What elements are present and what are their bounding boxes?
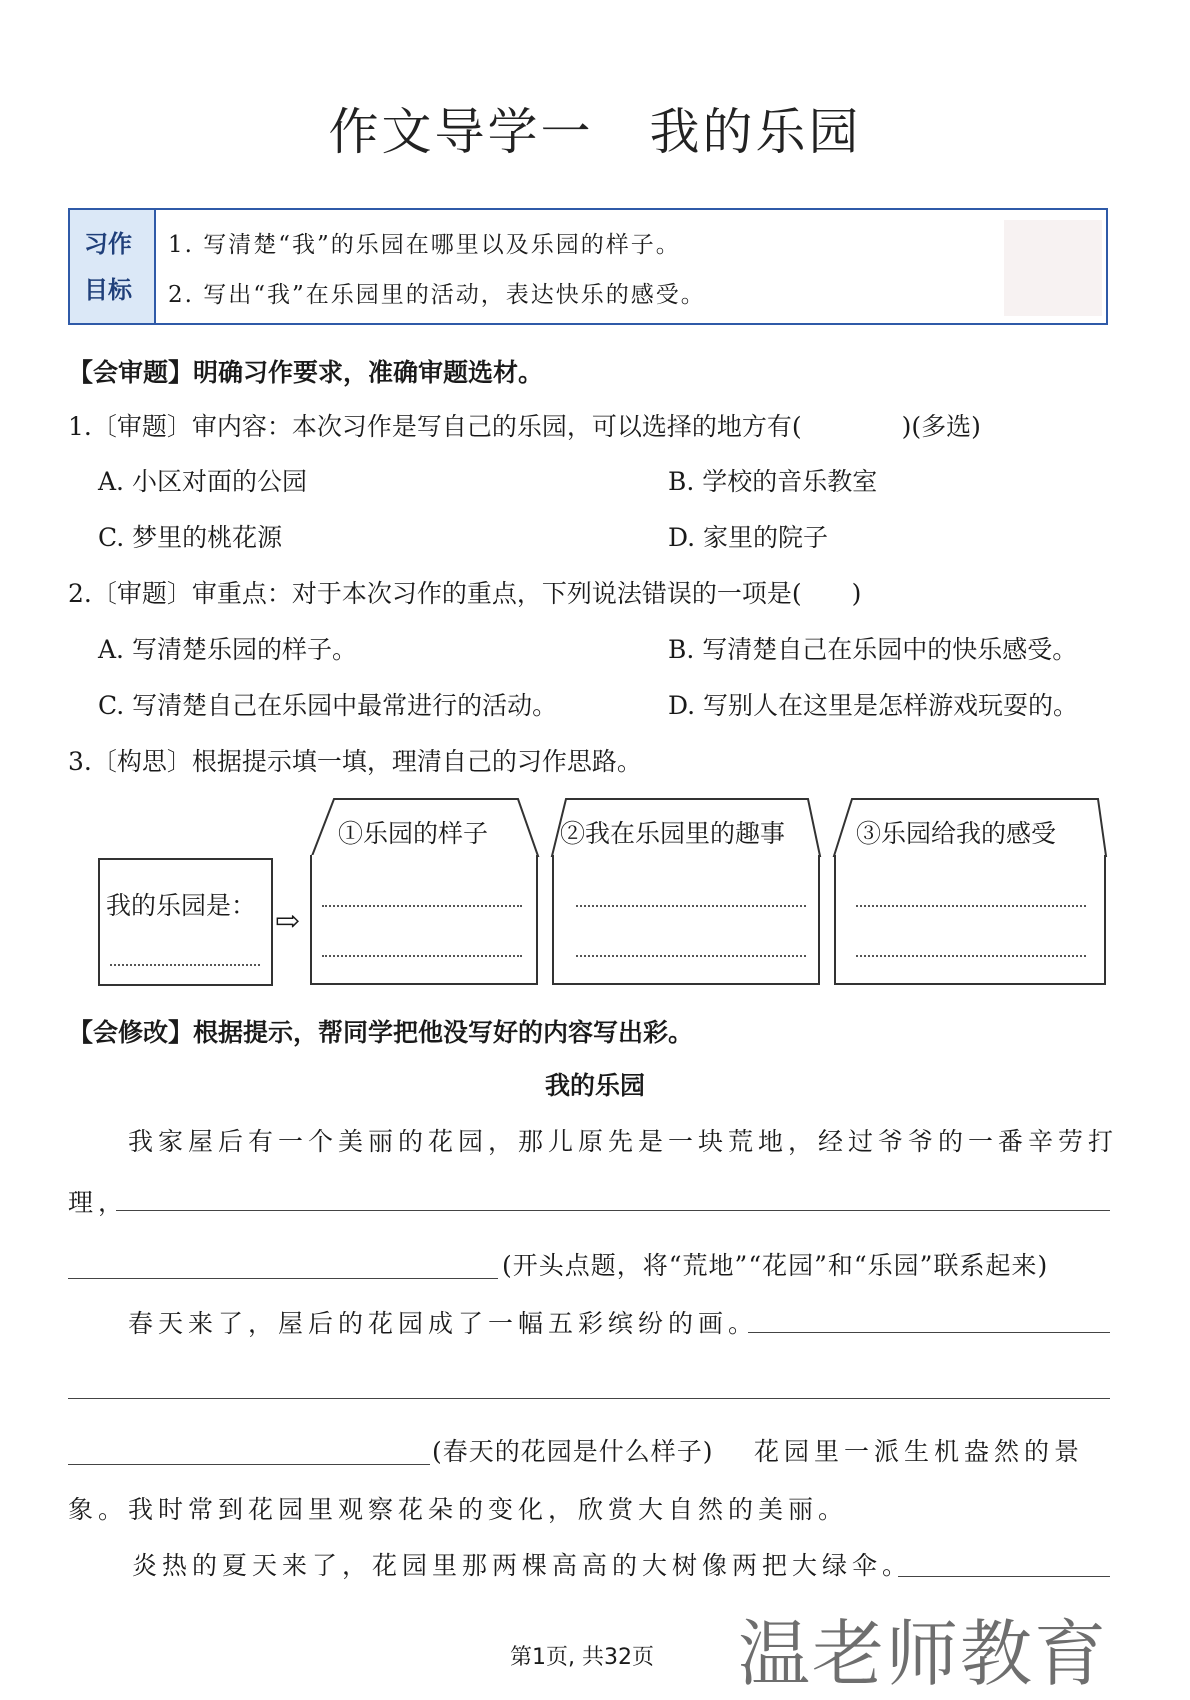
question-3: 3.〔构思〕根据提示填一填，理清自己的习作思路。: [68, 747, 642, 776]
flow-box-3: [834, 855, 1106, 985]
arrow-icon: ⇨: [275, 904, 301, 939]
box2-line-2[interactable]: [576, 955, 806, 957]
q2-option-b: B. 写清楚自己在乐园中的快乐感受。: [668, 635, 1078, 664]
question-2: 2.〔审题〕审重点：对于本次习作的重点，下列说法错误的一项是( ): [68, 579, 862, 608]
box2-header-label: ②我在乐园里的趣事: [560, 819, 786, 848]
goals-label-line2: 目标: [84, 276, 132, 304]
q2-option-c: C. 写清楚自己在乐园中最常进行的活动。: [98, 691, 558, 720]
essay-p1-line1: 我家屋后有一个美丽的花园，那儿原先是一块荒地，经过爷爷的一番辛劳打: [128, 1127, 1119, 1156]
answer-line-2[interactable]: [68, 1278, 498, 1279]
box1-line-1[interactable]: [322, 905, 522, 907]
flow-box-1: [310, 855, 538, 985]
answer-line-5[interactable]: [68, 1464, 430, 1465]
q2-option-d: D. 写别人在这里是怎样游戏玩耍的。: [668, 691, 1079, 720]
goals-label: [70, 210, 156, 323]
answer-line-1[interactable]: [116, 1210, 1110, 1211]
flow-box-2: [552, 855, 820, 985]
goal-item-2: 2. 写出“我”在乐园里的活动，表达快乐的感受。: [168, 282, 706, 308]
essay-p2-line4: 象。我时常到花园里观察花朵的变化，欣赏大自然的美丽。: [68, 1495, 849, 1524]
goals-shade: [1004, 220, 1102, 316]
hint-2: (春天的花园是什么样子): [432, 1437, 714, 1466]
answer-line-3[interactable]: [748, 1332, 1110, 1333]
answer-line-4[interactable]: [68, 1398, 1110, 1399]
goals-label-line1: 习作: [84, 230, 132, 258]
page-number: 第1页, 共32页: [510, 1645, 654, 1670]
essay-title: 我的乐园: [544, 1071, 645, 1100]
section-heading-review: 【会审题】明确习作要求，准确审题选材。: [68, 358, 544, 387]
q1-option-b: B. 学校的音乐教室: [668, 467, 878, 496]
answer-line-6[interactable]: [898, 1576, 1110, 1577]
goal-item-1: 1. 写清楚“我”的乐园在哪里以及乐园的样子。: [168, 232, 681, 258]
box3-line-1[interactable]: [856, 905, 1086, 907]
essay-p3-line1: 炎热的夏天来了，花园里那两棵高高的大树像两把大绿伞。: [132, 1551, 913, 1580]
q2-option-a: A. 写清楚乐园的样子。: [98, 635, 357, 664]
my-paradise-box: [98, 858, 273, 986]
essay-p1-line2: 理，: [68, 1188, 129, 1217]
my-paradise-answer-line[interactable]: [110, 964, 260, 966]
q1-option-a: A. 小区对面的公园: [98, 467, 307, 496]
section-heading-revise: 【会修改】根据提示，帮同学把他没写好的内容写出彩。: [68, 1018, 694, 1047]
box1-header-label: ①乐园的样子: [338, 819, 489, 848]
watermark-text: 温老师教育: [738, 1612, 1109, 1696]
q1-option-c: C. 梦里的桃花源: [98, 523, 283, 552]
title-part1: 作文导学一: [328, 103, 594, 161]
box2-line-1[interactable]: [576, 905, 806, 907]
question-1: 1.〔审题〕审内容：本次习作是写自己的乐园，可以选择的地方有( )(多选): [68, 412, 981, 441]
box3-line-2[interactable]: [856, 955, 1086, 957]
title-part2: 我的乐园: [649, 103, 862, 161]
hint-1: (开头点题，将“荒地”“花园”和“乐园”联系起来): [502, 1251, 1049, 1280]
essay-p2-line1: 春天来了，屋后的花园成了一幅五彩缤纷的画。: [128, 1309, 759, 1338]
box3-header-label: ③乐园给我的感受: [856, 819, 1057, 848]
q1-option-d: D. 家里的院子: [668, 523, 829, 552]
my-paradise-label: 我的乐园是：: [106, 891, 257, 920]
writing-goals-box: [68, 208, 1108, 325]
box1-line-2[interactable]: [322, 955, 522, 957]
essay-p2-cont: 花园里一派生机盎然的景: [754, 1437, 1085, 1466]
page-title: [0, 92, 1190, 164]
